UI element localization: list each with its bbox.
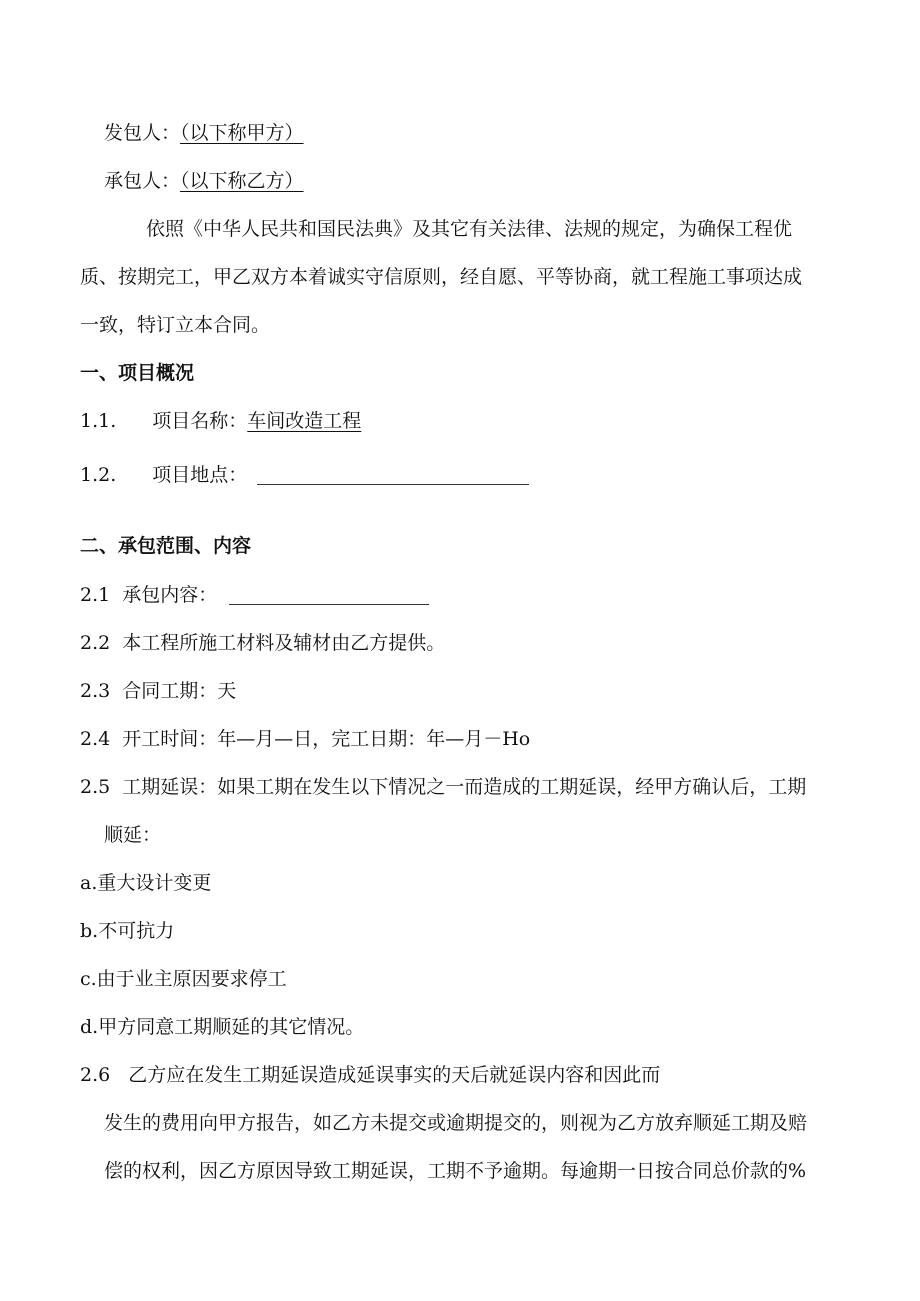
section1-heading: 一、项目概况 [80,362,195,384]
item-2-3-number: 2.3 [80,680,111,702]
item-2-2-text: 本工程所施工材料及辅材由乙方提供。 [122,632,446,654]
intro-line-1: 依照《中华人民共和国民法典》及其它有关法律、法规的规定，为确保工程优 [146,218,793,240]
item-1-2-label: 项目地点： [152,464,248,486]
intro-line-3: 一致，特订立本合同。 [80,314,271,336]
item-2-5 [80,774,806,800]
item-2-6-continuation-2: 偿的权利，因乙方原因导致工期延误，工期不予逾期。每逾期一日按合同总价款的% [104,1160,807,1182]
item-1-1 [80,408,361,434]
item-2-1-number: 2.1 [80,584,111,606]
item-1-2-number: 1.2. [80,464,117,486]
item-2-5-text: 工期延误：如果工期在发生以下情况之一而造成的工期延误，经甲方确认后，工期 [122,776,807,798]
contractor-label: 承包人： [104,170,181,192]
item-2-5-continuation: 顺延： [104,824,162,846]
item-2-4 [80,726,530,752]
section2-heading: 二、承包范围、内容 [80,535,252,557]
sub-item-d: d.甲方同意工期顺延的其它情况。 [80,1016,365,1038]
item-2-6 [80,1062,660,1088]
item-2-4-text: 开工时间：年—月—日，完工日期：年—月－Ho [122,728,531,750]
contract-content-blank [229,584,429,605]
project-name-value: 车间改造工程 [247,410,362,432]
contractor-line [104,168,304,194]
sub-item-b: b.不可抗力 [80,920,175,942]
item-2-2 [80,630,445,656]
item-2-3-text: 合同工期：天 [122,680,237,702]
project-location-blank [257,464,529,485]
item-2-5-number: 2.5 [80,776,111,798]
sub-item-a: a.重大设计变更 [80,872,212,894]
item-2-1 [80,582,429,608]
item-1-1-label: 项目名称： [152,410,248,432]
issuer-label: 发包人： [104,122,181,144]
item-1-1-number: 1.1. [80,410,117,432]
item-2-4-number: 2.4 [80,728,111,750]
intro-line-2: 质、按期完工，甲乙双方本着诚实守信原则，经自愿、平等协商，就工程施工事项达成 [80,266,803,288]
item-2-1-label: 承包内容： [122,584,218,606]
item-2-6-text: 乙方应在发生工期延误造成延误事实的天后就延误内容和因此而 [128,1064,661,1086]
item-2-6-number: 2.6 [80,1064,111,1086]
item-1-2 [80,462,529,488]
item-2-2-number: 2.2 [80,632,111,654]
item-2-6-continuation-1: 发生的费用向甲方报告，如乙方未提交或逾期提交的，则视为乙方放弃顺延工期及赔 [104,1112,808,1134]
contractor-value: （以下称乙方） [180,170,304,192]
issuer-value: （以下称甲方） [180,122,304,144]
item-2-3 [80,678,236,704]
issuer-line [104,120,304,146]
sub-item-c: c.由于业主原因要求停工 [80,968,287,990]
